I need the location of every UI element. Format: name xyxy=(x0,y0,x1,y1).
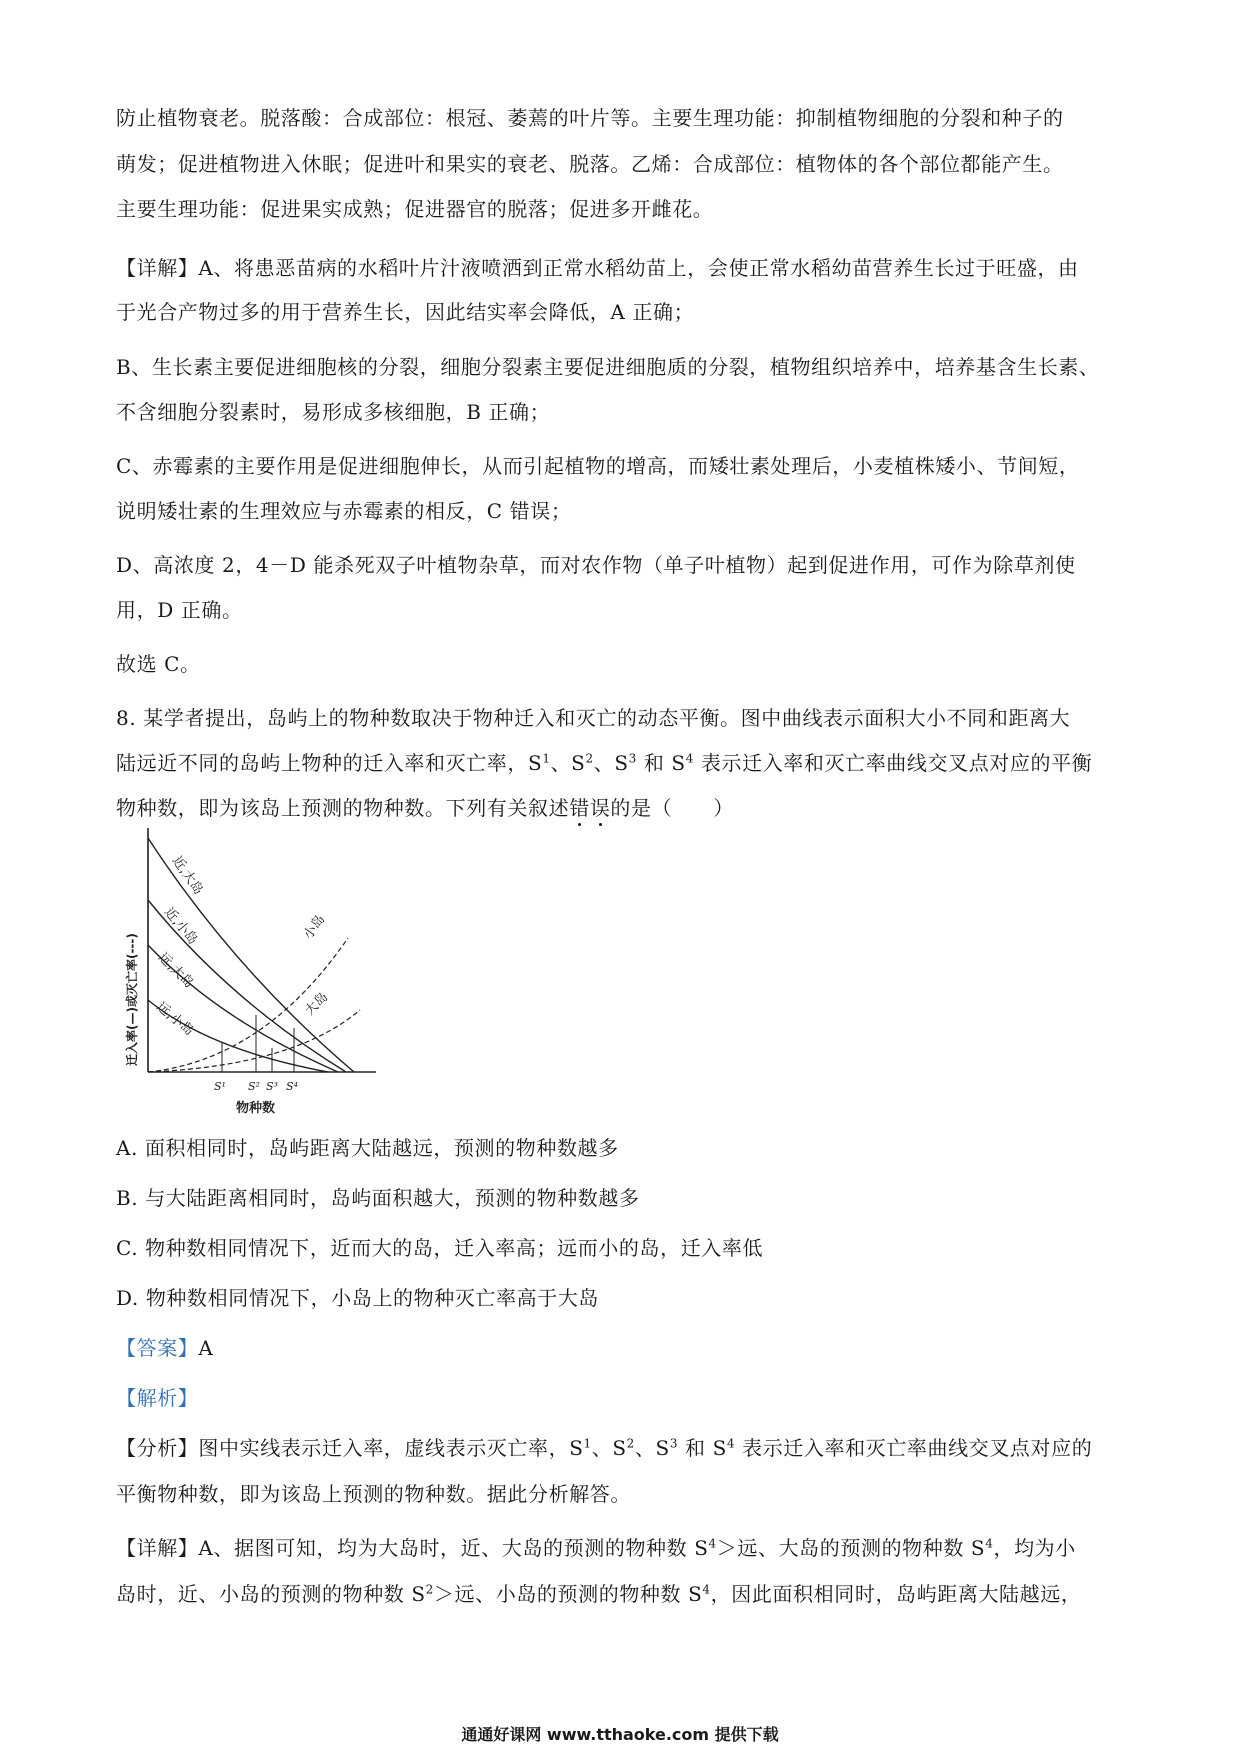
question-stem-line xyxy=(116,794,734,822)
option-a: A. 面积相同时，岛屿距离大陆越远，预测的物种数越多 xyxy=(116,1136,619,1160)
analysis-text: 和 S xyxy=(678,1436,727,1460)
analysis-text: 表示迁入率和灭亡率曲线交叉点对应的 xyxy=(735,1436,1093,1460)
option-d: D. 物种数相同情况下，小岛上的物种灭亡率高于大岛 xyxy=(116,1286,600,1310)
detail-c-line: C、赤霉素的主要作用是促进细胞伸长，从而引起植物的增高，而矮壮素处理后，小麦植株矮小、节间短， xyxy=(116,454,1080,478)
label-near-small: 近,小岛 xyxy=(160,904,201,948)
label-near-large: 近,大岛 xyxy=(168,853,206,898)
y-axis-title: 迁入率(—)或灭亡率(---) xyxy=(125,933,139,1066)
analysis-label: 【解析】 xyxy=(116,1386,199,1410)
answer-line xyxy=(116,1334,213,1362)
conclusion-line: 故选 C。 xyxy=(116,652,201,676)
stem-text: 的是（ ） xyxy=(610,796,735,820)
detail-b-line: 不含细胞分裂素时，易形成多核细胞，B 正确； xyxy=(116,400,551,424)
detail-a-line: 【详解】A、将患恶苗病的水稻叶片汁液喷洒到正常水稻幼苗上，会使正常水稻幼苗营养生长过于旺盛，由 xyxy=(116,256,1079,280)
stem-text: 、S xyxy=(593,751,629,775)
detail-d-line: D、高浓度 2，4－D 能杀死双子叶植物杂草，而对农作物（单子叶植物）起到促进作用，可作为除草剂使 xyxy=(116,553,1076,577)
superscript: 2 xyxy=(425,1582,434,1597)
answer-label: 【答案】 xyxy=(116,1336,199,1360)
body-text-line: 防止植物衰老。脱落酸：合成部位：根冠、萎蔫的叶片等。主要生理功能：抑制植物细胞的分裂和种子的 xyxy=(116,106,1064,130)
superscript: 4 xyxy=(685,751,694,766)
option-c: C. 物种数相同情况下，近而大的岛，迁入率高；远而小的岛，迁入率低 xyxy=(116,1236,764,1260)
detail-line xyxy=(116,1580,1081,1608)
detail-text: ，因此面积相同时，岛屿距离大陆越远， xyxy=(710,1582,1082,1606)
detail-a-line: 于光合产物过多的用于营养生长，因此结实率会降低，A 正确； xyxy=(116,300,695,324)
superscript: 2 xyxy=(585,751,594,766)
detail-d-line: 用，D 正确。 xyxy=(116,598,243,622)
emphasis-mark: 错 xyxy=(569,796,590,820)
page-footer: 通通好课网 www.tthaoke.com 提供下载 xyxy=(461,1725,779,1744)
body-text-line: 萌发；促进植物进入休眠；促进叶和果实的衰老、脱落。乙烯：合成部位：植物体的各个部位都能产生。 xyxy=(116,152,1064,176)
stem-text: 和 S xyxy=(636,751,686,775)
detail-text: 岛时，近、小岛的预测的物种数 S xyxy=(116,1582,426,1606)
body-text-line: 主要生理功能：促进果实成熟；促进器官的脱落；促进多开雌花。 xyxy=(116,197,714,221)
stem-text: 陆远近不同的岛屿上物种的迁入率和灭亡率，S xyxy=(116,751,543,775)
detail-text: 【详解】A、据图可知，均为大岛时，近、大岛的预测的物种数 S xyxy=(116,1536,709,1560)
analysis-text: 、S xyxy=(591,1436,627,1460)
x-axis-title: 物种数 xyxy=(236,1101,276,1116)
option-b: B. 与大陆距离相同时，岛屿面积越大，预测的物种数越多 xyxy=(116,1186,640,1210)
stem-text: 表示迁入率和灭亡率曲线交叉点对应的平衡 xyxy=(693,751,1093,775)
analysis-text: 、S xyxy=(634,1436,670,1460)
label-s2: S² xyxy=(248,1080,260,1093)
question-stem-line: 8. 某学者提出，岛屿上的物种数取决于物种迁入和灭亡的动态平衡。图中曲线表示面积大小不同和距离大 xyxy=(116,706,1071,730)
superscript: 4 xyxy=(708,1536,717,1551)
analysis-line xyxy=(116,1434,1092,1462)
superscript: 1 xyxy=(542,751,551,766)
analysis-text: 【分析】图中实线表示迁入率，虚线表示灭亡率，S xyxy=(116,1436,584,1460)
emphasis-mark: 误 xyxy=(589,796,611,820)
superscript: 1 xyxy=(583,1436,592,1451)
label-far-large: 远,大岛 xyxy=(155,950,197,992)
detail-text: ＞远、小岛的预测的物种数 S xyxy=(433,1582,703,1606)
label-large: 大岛 xyxy=(302,989,332,1019)
label-far-small: 远,小岛 xyxy=(153,999,197,1039)
superscript: 4 xyxy=(702,1582,711,1597)
island-species-figure xyxy=(114,820,384,1120)
superscript: 3 xyxy=(628,751,637,766)
answer-value: A xyxy=(198,1336,214,1360)
detail-text: ，均为小 xyxy=(993,1536,1076,1560)
label-s3: S³ xyxy=(266,1080,278,1093)
superscript: 2 xyxy=(626,1436,635,1451)
detail-line xyxy=(116,1534,1076,1562)
detail-c-line: 说明矮壮素的生理效应与赤霉素的相反，C 错误； xyxy=(116,499,572,523)
label-small: 小岛 xyxy=(300,912,329,943)
superscript: 4 xyxy=(985,1536,994,1551)
stem-text: 物种数，即为该岛上预测的物种数。下列有关叙述 xyxy=(116,796,570,820)
stem-text: 、S xyxy=(550,751,586,775)
detail-text: ＞远、大岛的预测的物种数 S xyxy=(716,1536,986,1560)
label-s4: S⁴ xyxy=(286,1080,298,1093)
detail-b-line: B、生长素主要促进细胞核的分裂，细胞分裂素主要促进细胞质的分裂，植物组织培养中，培养基含生长素、 xyxy=(116,355,1100,379)
superscript: 4 xyxy=(726,1436,736,1451)
question-stem-line xyxy=(116,749,1092,777)
superscript: 3 xyxy=(669,1436,679,1451)
analysis-line: 平衡物种数，即为该岛上预测的物种数。据此分析解答。 xyxy=(116,1482,631,1506)
label-s1: S¹ xyxy=(214,1080,226,1093)
